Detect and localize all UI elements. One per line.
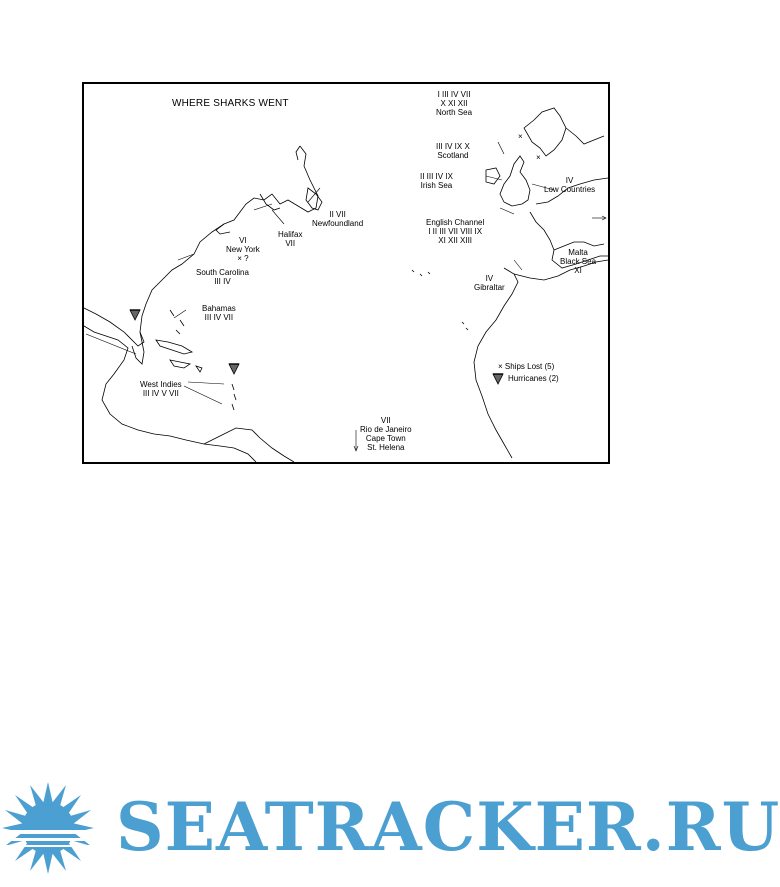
gibraltar-label: IV Gibraltar [474,274,505,292]
brand-watermark: SEATRACKER.RU [116,788,780,866]
shark-voyages-map [82,82,610,464]
west-indies-label: West Indies III IV V VII [140,380,182,398]
hurricane-icon [493,374,503,384]
map-title: WHERE SHARKS WENT [172,98,289,109]
halifax-label: Halifax VII [278,230,303,248]
english-channel-label: English Channel I II III VII VIII IX XI XII XIII [426,218,485,245]
bahamas-label: Bahamas III IV VII [202,304,236,322]
legend-hurricanes: Hurricanes (2) [508,374,559,383]
legend-ships-lost: × Ships Lost (5) [498,362,555,371]
svg-text:×: × [536,153,541,162]
malta-label: Malta Black Sea XI [560,248,597,275]
south-carolina-label: South Carolina III IV [196,268,249,286]
irish-sea-label: II III IV IX Irish Sea [420,172,453,190]
coastline-drawing [84,84,608,462]
ship-lost-icon: × [498,362,503,371]
hurricane-icon [130,310,140,320]
svg-text:×: × [518,132,523,141]
new-york-label: VI New York × ? [226,236,260,263]
low-countries-label: IV Low Countries [544,176,596,194]
north-sea-label: I III IV VII X XI XII North Sea [436,90,473,117]
scotland-label: III IV IX X Scotland [436,142,470,160]
south-atlantic-label: VII Rio de Janeiro Cape Town St. Helena [360,416,412,452]
hurricane-icon [229,364,239,374]
newfoundland-label: II VII Newfoundland [312,210,364,228]
